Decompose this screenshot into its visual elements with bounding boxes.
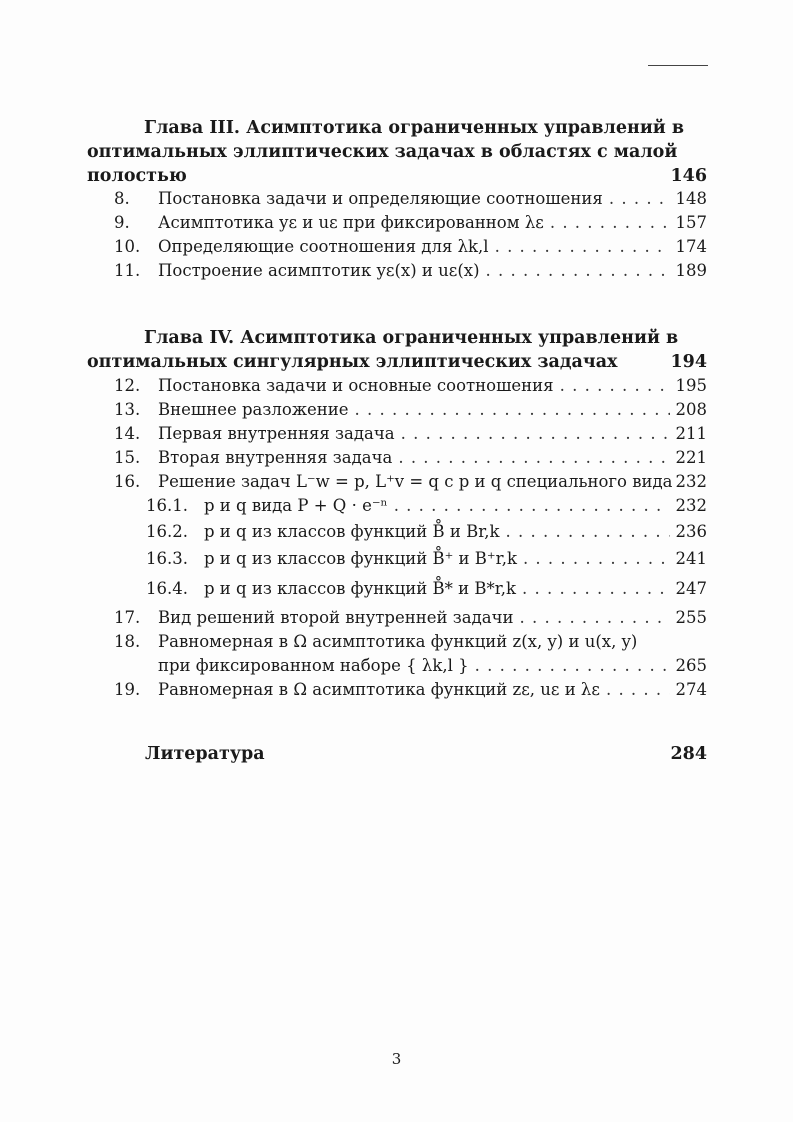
leader-dots xyxy=(606,678,670,702)
header-rule xyxy=(648,65,708,66)
leader-dots xyxy=(550,211,670,235)
toc-entry-continuation[interactable]: при фиксированном наборе { λk,l } . . . 265 xyxy=(158,654,707,678)
toc-entry[interactable]: 11. Построение асимптотик yε(x) и uε(x) . . . 189 xyxy=(114,259,707,283)
leader-dots xyxy=(522,577,669,601)
toc-entry[interactable]: 19. Равномерная в Ω асимптотика функций zε, uε и λε . . . 274 xyxy=(114,678,707,702)
chapter-page: 146 xyxy=(670,166,707,186)
leader-dots xyxy=(355,398,670,422)
toc-subentry[interactable]: 16.1. p и q вида P + Q · e⁻ⁿ . . . 232 xyxy=(146,494,707,518)
toc-entry[interactable]: 12. Постановка задачи и основные соотношения . . . 195 xyxy=(114,374,707,398)
leader-dots xyxy=(401,422,670,446)
leader-dots xyxy=(609,187,670,211)
toc-entry[interactable]: 9. Асимптотика yε и uε при фиксированном λε . . . 157 xyxy=(114,211,707,235)
leader-dots xyxy=(523,547,670,571)
literature-entry[interactable]: Литература 284 xyxy=(145,744,707,764)
leader-dots xyxy=(398,446,669,470)
chapter-page: 194 xyxy=(670,352,707,372)
toc-entry[interactable]: 10. Определяющие соотношения для λk,l . . . 174 xyxy=(114,235,707,259)
leader-dots xyxy=(475,654,670,678)
toc-subentry[interactable]: 16.3. p и q из классов функций B̊⁺ и B⁺r,k . . . 241 xyxy=(146,547,707,571)
toc-subentry[interactable]: 16.2. p и q из классов функций B̊ и Br,k . . . 236 xyxy=(146,520,707,544)
toc-entry[interactable]: 14. Первая внутренняя задача . . . 211 xyxy=(114,422,707,446)
chapter-4-heading: Глава IV. Асимптотика ограниченных управлений в оптимальных сингулярных эллиптических задачах 194 xyxy=(87,328,707,372)
toc-entry[interactable]: 16. Решение задач L⁻w = p, L⁺v = q с p и q специального вида 232 xyxy=(114,472,707,491)
leader-dots xyxy=(519,606,669,630)
leader-dots xyxy=(506,520,670,544)
leader-dots xyxy=(495,235,670,259)
toc-entry[interactable]: 18. Равномерная в Ω асимптотика функций z(x, y) и u(x, y) xyxy=(114,632,638,651)
toc-subentry[interactable]: 16.4. p и q из классов функций B̊* и B*r,k . . . 247 xyxy=(146,577,707,601)
leader-dots xyxy=(486,259,670,283)
leader-dots xyxy=(560,374,670,398)
page-number: 3 xyxy=(391,1050,402,1068)
toc-entry[interactable]: 15. Вторая внутренняя задача . . . 221 xyxy=(114,446,707,470)
chapter-3-heading: Глава III. Асимптотика ограниченных управлений в оптимальных эллиптических задачах в областях с малой полостью 146 xyxy=(87,118,707,186)
toc-entry[interactable]: 8. Постановка задачи и определяющие соотношения . . . 148 xyxy=(114,187,707,211)
toc-entry[interactable]: 13. Внешнее разложение . . . 208 xyxy=(114,398,707,422)
leader-dots xyxy=(394,494,670,518)
toc-entry[interactable]: 17. Вид решений второй внутренней задачи . . . 255 xyxy=(114,606,707,630)
